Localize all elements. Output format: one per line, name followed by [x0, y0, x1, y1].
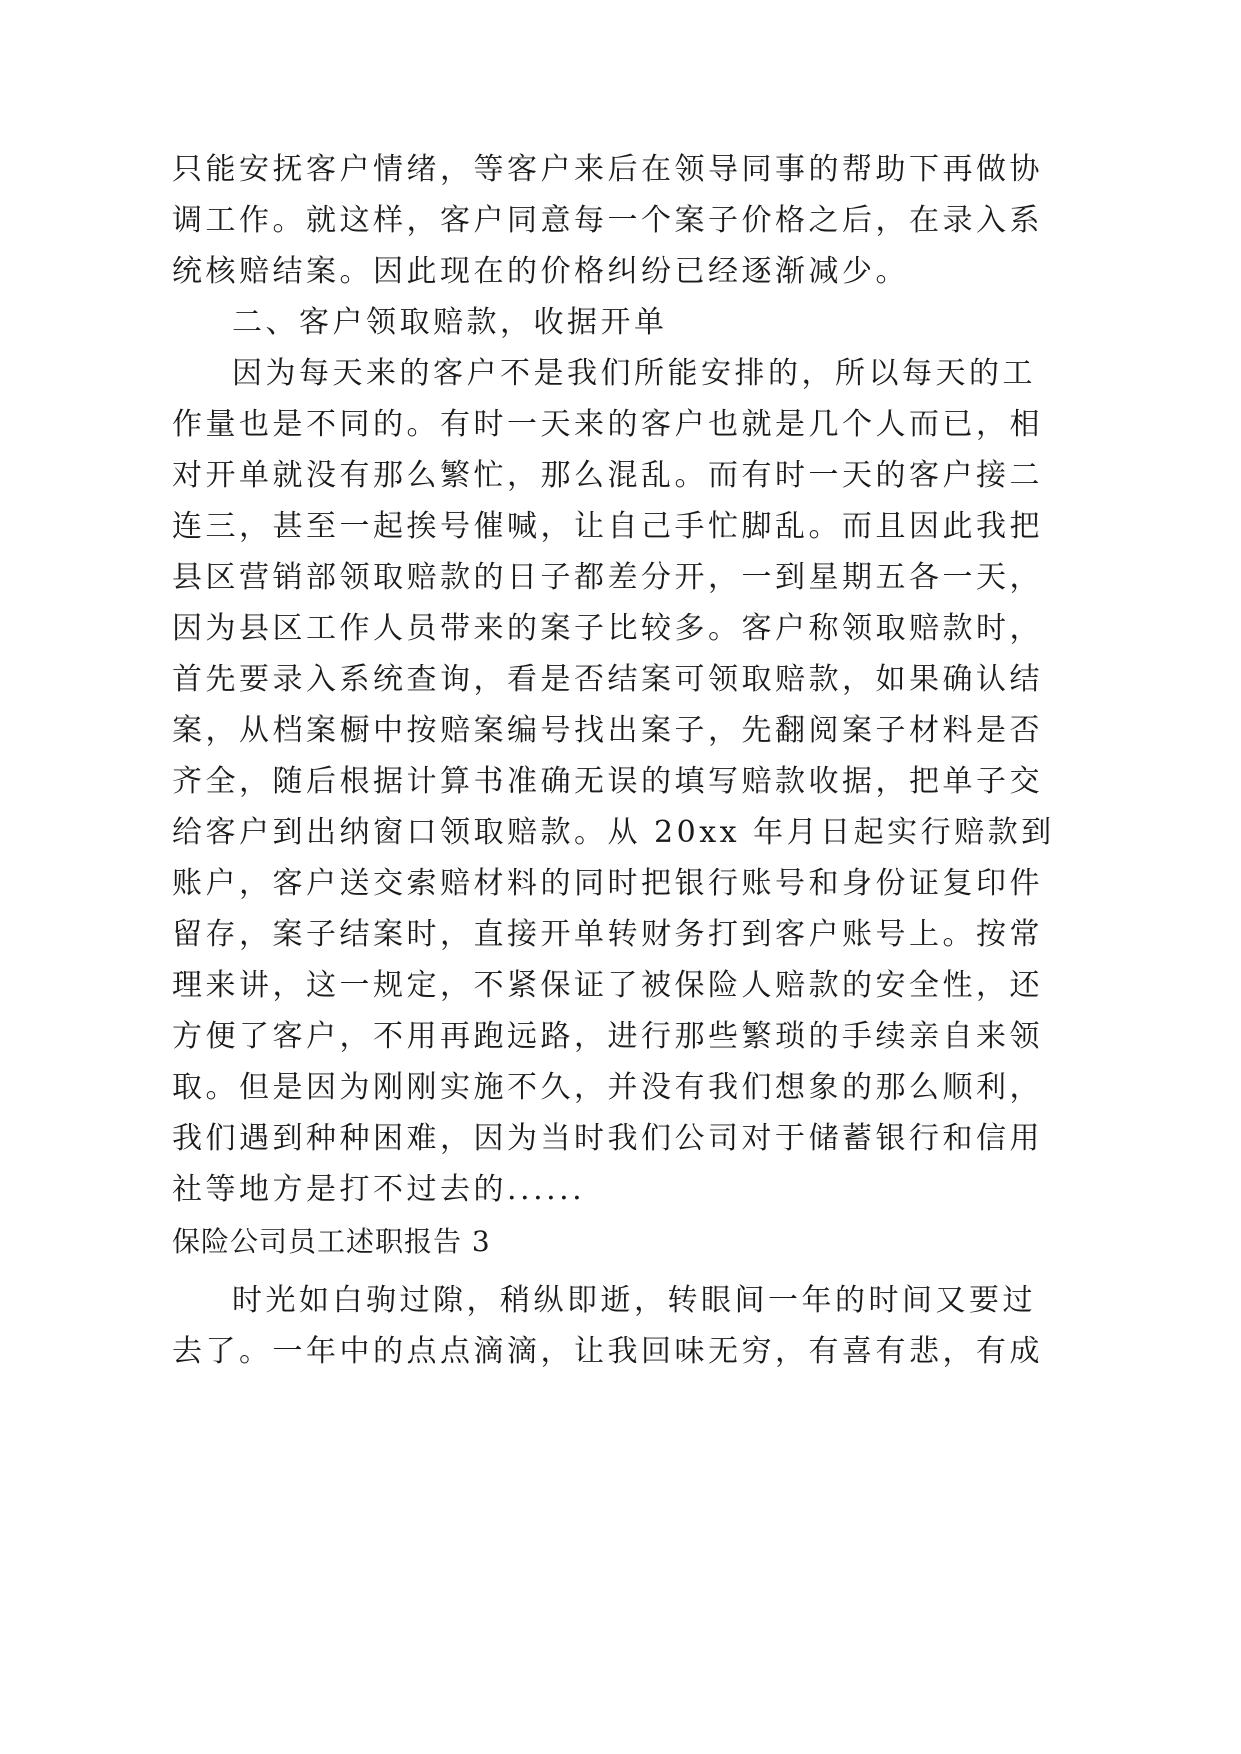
paragraph-line: 去了。一年中的点点滴滴，让我回味无穷，有喜有悲，有成 [172, 1334, 1043, 1369]
paragraph-line: 作量也是不同的。有时一天来的客户也就是几个人而已，相 [172, 407, 1043, 442]
paragraph-line: 我们遇到种种困难，因为当时我们公司对于储蓄银行和信用 [172, 1121, 1043, 1156]
paragraph-line: 案，从档案橱中按赔案编号找出案子，先翻阅案子材料是否 [172, 713, 1043, 748]
paragraph-line: 统核赔结案。因此现在的价格纠纷已经逐渐减少。 [172, 254, 909, 289]
paragraph-line: 连三，甚至一起挨号催喊，让自己手忙脚乱。而且因此我把 [172, 509, 1043, 544]
paragraph-line: 只能安抚客户情绪，等客户来后在领导同事的帮助下再做协 [172, 152, 1043, 187]
paragraph-line: 因为每天来的客户不是我们所能安排的，所以每天的工 [232, 356, 1036, 391]
paragraph-line: 方便了客户，不用再跑远路，进行那些繁琐的手续亲自来领 [172, 1019, 1043, 1054]
paragraph-line: 对开单就没有那么繁忙，那么混乱。而有时一天的客户接二 [172, 458, 1043, 493]
paragraph-line: 首先要录入系统查询，看是否结案可领取赔款，如果确认结 [172, 662, 1043, 697]
paragraph-line: 调工作。就这样，客户同意每一个案子价格之后，在录入系 [172, 203, 1043, 238]
paragraph-line: 留存，案子结案时，直接开单转财务打到客户账号上。按常 [172, 917, 1043, 952]
section-heading: 二、客户领取赔款，收据开单 [232, 305, 668, 340]
paragraph-line: 社等地方是打不过去的...... [172, 1172, 586, 1207]
paragraph-line: 账户，客户送交索赔材料的同时把银行账号和身份证复印件 [172, 866, 1043, 901]
paragraph-line: 给客户到出纳窗口领取赔款。从 20xx 年月日起实行赔款到 [172, 815, 1055, 850]
paragraph-line: 县区营销部领取赔款的日子都差分开，一到星期五各一天， [172, 560, 1043, 595]
paragraph-line: 时光如白驹过隙，稍纵即逝，转眼间一年的时间又要过 [232, 1283, 1036, 1318]
paragraph-line: 因为县区工作人员带来的案子比较多。客户称领取赔款时， [172, 611, 1043, 646]
paragraph-line: 齐全，随后根据计算书准确无误的填写赔款收据，把单子交 [172, 764, 1043, 799]
report-title: 保险公司员工述职报告 3 [172, 1225, 491, 1258]
paragraph-line: 取。但是因为刚刚实施不久，并没有我们想象的那么顺利， [172, 1070, 1043, 1105]
paragraph-line: 理来讲，这一规定，不紧保证了被保险人赔款的安全性，还 [172, 968, 1043, 1003]
